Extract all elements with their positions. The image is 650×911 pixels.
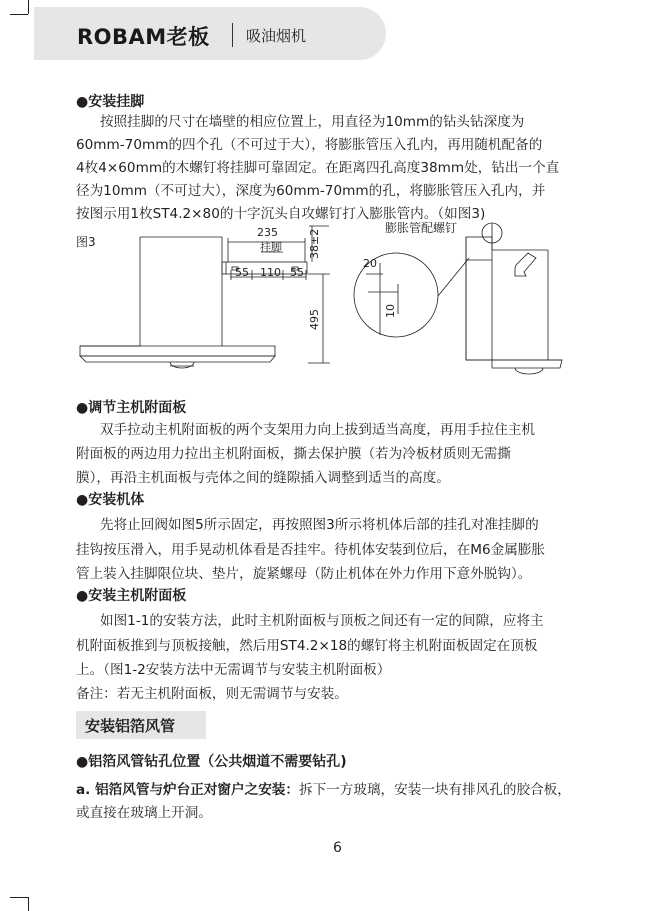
paragraph-line: 如图1-1的安装方法，此时主机附面板与顶板之间还有一定的间隙，应将主 bbox=[100, 613, 544, 629]
dim-55-left: 55 bbox=[235, 266, 249, 279]
paragraph-line: 膜），再沿主机面板与壳体之间的缝隙插入调整到适当的高度。 bbox=[76, 470, 450, 486]
vent-ring bbox=[515, 368, 543, 374]
bold-lead: a. 铝箔风管与炉台正对窗户之安装： bbox=[76, 782, 299, 798]
page-number: 6 bbox=[333, 840, 342, 856]
paragraph-line: 60mm-70mm的四个孔（不可过于大），将膨胀管压入孔内，再用随机配备的 bbox=[76, 137, 543, 153]
paragraph-line: 附面板的两边用力拉出主机附面板，撕去保护膜（若为冷板材质则无需撕 bbox=[76, 446, 511, 462]
section-heading-panel-adjust: ●调节主机附面板 bbox=[76, 400, 187, 416]
dim-38: 38±2 bbox=[308, 228, 321, 259]
figure-label: 图3 bbox=[76, 235, 96, 249]
crop-mark bbox=[10, 14, 28, 15]
paragraph-line: 按照挂脚的尺寸在墙壁的相应位置上，用直径为10mm的钻头钻深度为 bbox=[100, 114, 525, 130]
section-heading-install-panel: ●安装主机附面板 bbox=[76, 588, 187, 604]
paragraph-line bbox=[76, 778, 571, 798]
product-name: 吸油烟机 bbox=[246, 27, 307, 45]
dim-495: 495 bbox=[308, 309, 321, 330]
crop-mark bbox=[10, 897, 28, 898]
paragraph-line: 双手拉动主机附面板的两个支架用力向上拔到适当高度，再用手拉住主机 bbox=[100, 422, 535, 438]
crop-mark bbox=[28, 0, 29, 14]
section-heading-duct-hole: ●铝箔风管钻孔位置（公共烟道不需要钻孔) bbox=[76, 754, 347, 770]
section-heading-bracket: ●安装挂脚 bbox=[76, 94, 145, 110]
brand-logo: ROBAM老板 bbox=[77, 25, 210, 49]
paragraph-line: 机附面板推到与顶板接触，然后用ST4.2×18的螺钉将主机附面板固定在顶板 bbox=[76, 638, 538, 654]
bracket-label: 挂脚 bbox=[260, 241, 282, 254]
paragraph-line: 先将止回阀如图5所示固定，再按照图3所示将机体后部的挂孔对准挂脚的 bbox=[100, 517, 539, 533]
paragraph-line: 径为10mm（不可过大），深度为60mm-70mm的孔，将膨胀管压入孔内，并 bbox=[76, 183, 546, 199]
paragraph-line: 上。（图1-2安装方法中无需调节与安装主机附面板） bbox=[76, 662, 391, 678]
section-heading-install-unit: ●安装机体 bbox=[76, 492, 145, 508]
paragraph-line: 或直接在玻璃上开洞。 bbox=[76, 805, 212, 821]
vent-ring bbox=[170, 362, 194, 368]
dim-20: 20 bbox=[363, 257, 377, 270]
callout-label: 膨胀管配螺钉 bbox=[385, 221, 458, 235]
dim-10: 10 bbox=[384, 304, 397, 318]
paragraph-line: 挂钩按压滑入，用手晃动机体看是否挂牢。待机体安装到位后，在M6金属膨胀 bbox=[76, 542, 545, 558]
note-line: 备注：若无主机附面板，则无需调节与安装。 bbox=[76, 686, 348, 702]
crop-mark bbox=[28, 897, 29, 911]
paragraph-line: 4枚4×60mm的木螺钉将挂脚可靠固定。在距离四孔高度38mm处，钻出一个直 bbox=[76, 160, 560, 176]
header-divider bbox=[232, 23, 233, 47]
paragraph-line: 按图示用1枚ST4.2×80的十字沉头自攻螺钉打入膨胀管内。（如图3) bbox=[76, 206, 486, 222]
dim-110: 110 bbox=[260, 266, 281, 279]
section-title-duct: 安装铝箔风管 bbox=[85, 717, 176, 735]
paragraph-text: 拆下一方玻璃，安装一块有排风孔的胶合板， bbox=[298, 782, 571, 798]
dim-235: 235 bbox=[257, 226, 278, 239]
dim-55-right: 55 bbox=[290, 266, 304, 279]
paragraph-line: 管上装入挂脚限位块、垫片，旋紧螺母（防止机体在外力作用下意外脱钩）。 bbox=[76, 566, 532, 582]
